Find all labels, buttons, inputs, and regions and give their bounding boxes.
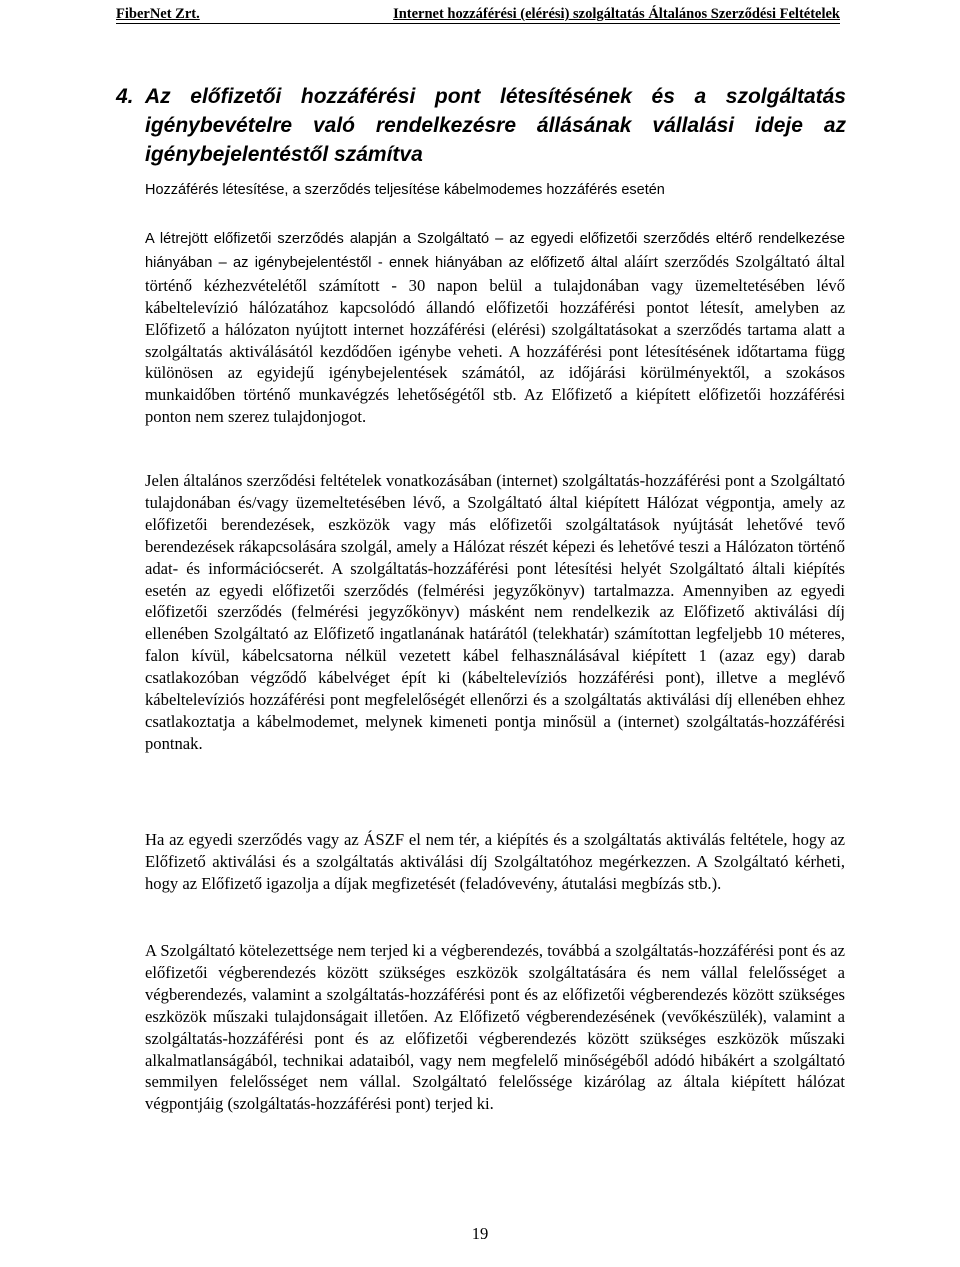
- document-title: Internet hozzáférési (elérési) szolgáltatás Általános Szerződési Feltételek: [393, 6, 840, 22]
- header-rule: [116, 23, 840, 24]
- paragraph-setup-intro: A létrejött előfizetői szerződés alapján a Szolgáltató – az egyedi előfizetői szerződés eltérő rendelkezése hiányában – az igénybejelentéstől - ennek hiányában az előfizető által: [145, 231, 845, 271]
- paragraph-access-point-definition: Jelen általános szerződési feltételek vonatkozásában (internet) szolgáltatás-hozzáférési pont a Szolgáltató tulajdonában és/vagy üzemeltetésében lévő, a Szolgáltató által kiépített Hálózat végpontja, amely az előfizetői berendezések, eszközök vagy más előfizetői szolgáltatások nyújtását lehetővé tevő berendezések rákapcsolására szolgál, amely a Hálózat részét képezi és lehetővé teszi a Hálózaton történő adat- és információcserét. A szolgáltatás-hozzáférési pont létesítési helyét Szolgáltató általi kiépítés esetén az egyedi előfizetői szerződés (felmérési jegyzőkönyv) tartalmazza. Amennyiben az egyedi előfizetői szerződés (felmérési jegyzőkönyv) másként nem rendelkezik az Előfizető aktiválási díj ellenében Szolgáltató az Előfizető ingatlanának határától (telekhatár) számítottan legfeljebb 10 méteres, falon kívül, kábelcsatorna nélkül vezetett kábel felhasználásával kiépített 1 (azaz egy) darab csatlakozóban végződő kábelvéget épít ki (kábeltelevíziós hozzáférési pont), illetve a meglévő kábeltelevíziós hozzáférési pont megfelelőségét ellenőrzi és a szolgáltatás aktiválási díj ellenében ehhez csatlakoztatja a kábelmodemet, melynek kimeneti pontja minősül a (internet) szolgáltatás-hozzáférési pontnak.: [145, 471, 845, 753]
- paragraph-setup-body: aláírt szerződés Szolgáltató által történő kézhezvételétől számított - 30 napon belül a tulajdonában vagy üzemeltetésében lévő kábeltelevízió hálózatához kapcsolódó állandó előfizetői hozzáférési pontot létesít, amelyben az Előfizető a hálózaton nyújtott internet hozzáférési (elérési) szolgáltatásokat a szerződés tartama alatt a szolgáltatás aktiválásától kezdődően igénybe veheti. A hozzáférési pont létesítésének időtartama függ különösen az egyidejű igénybejelentések számától, az időjárási körülményektől, a szokásos munkaidőben történő munkavégzés lehetőségétől stb. Az Előfizető a kiépített előfizetői hozzáférési ponton nem szerez tulajdonjogot.: [145, 251, 845, 427]
- section-heading: [116, 82, 846, 169]
- section-subheading: Hozzáférés létesítése, a szerződés teljesítése kábelmodemes hozzáférés esetén: [145, 182, 665, 198]
- page-number: 19: [471, 1224, 489, 1243]
- company-name: FiberNet Zrt.: [116, 6, 200, 22]
- page-header: [116, 4, 840, 24]
- paragraph-activation-condition: Ha az egyedi szerződés vagy az ÁSZF el nem tér, a kiépítés és a szolgáltatás aktiválás feltétele, hogy az Előfizető aktiválási és a szolgáltatás aktiválási díj Szolgáltatóhoz megérkezzen. A Szolgáltató kérheti, hogy az Előfizető igazolja a díjak megfizetését (feladóvevény, átutalási megbízás stb.).: [145, 830, 845, 893]
- section-title: Az előfizetői hozzáférési pont létesítésének és a szolgáltatás igénybevételre való rendelkezésre állásának vállalási ideje az igénybejelentéstől számítva: [145, 85, 846, 166]
- paragraph-provider-liability: A Szolgáltató kötelezettsége nem terjed ki a végberendezés, továbbá a szolgáltatás-hozzáférési pont és az előfizetői végberendezés között szükséges eszközök szolgáltatására és nem vállal felelősséget a végberendezés, valamint a szolgáltatás-hozzáférési pont és az előfizetői végberendezés között szükséges eszközök műszaki tulajdonságait illetően. Az Előfizető végberendezésének (vevőkészülék), valamint a szolgáltatás-hozzáférési pont és az előfizetői végberendezés között szükséges eszközök műszaki alkalmatlanságából, technikai adataiból, vagy nem megfelelő minőségéből adódó hibákért a szolgáltató semmilyen felelősséget nem vállal. Szolgáltató felelőssége kizárólag az általa kiépített hálózat végpontjáig (szolgáltatás-hozzáférési pont) terjed ki.: [145, 941, 845, 1114]
- paragraph-service-setup: [145, 227, 845, 428]
- section-number: 4.: [116, 85, 134, 108]
